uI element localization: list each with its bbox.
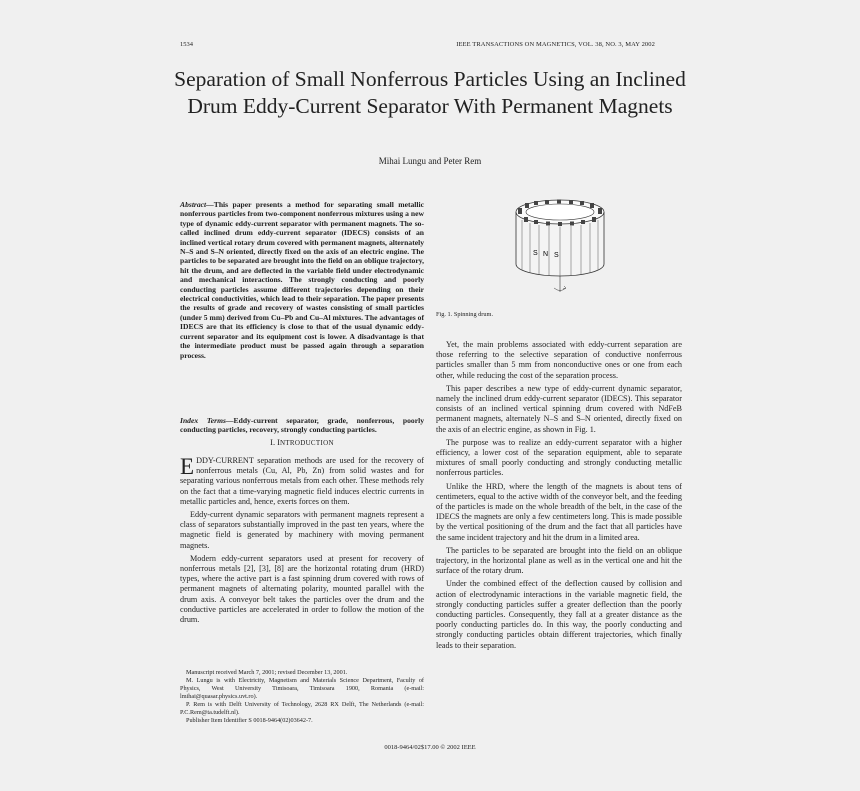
footnote-received: Manuscript received March 7, 2001; revised December 13, 2001. [186, 669, 348, 676]
authors: Mihai Lungu and Peter Rem [378, 156, 482, 166]
section-title-rest: NTRODUCTION [279, 439, 334, 447]
intro-paragraph-1 [180, 456, 424, 507]
abstract-lead: Abstract— [180, 200, 214, 209]
intro-p1-text: DDY-CURRENT separation methods are used for the recovery of nonferrous metals (Cu, Al, Pb, Zn) from solid wastes and for separating various nonferrous metals from each other. These methods rely on the fact that a time-varying magnetic field induces electric currents in metallic particles and, hence, exerts forces on them. [180, 456, 424, 506]
right-paragraph-3: The purpose was to realize an eddy-current separator with a higher efficiency, a lower cost of the separation equipment, able to separate mixtures of small poorly conducting and strongly conducting metallic nonferrous particles. [436, 437, 682, 478]
right-column-text [436, 340, 682, 651]
pole-label-s2: S [554, 252, 559, 259]
section-first-letter: I [277, 438, 280, 447]
spinning-drum-figure [510, 196, 610, 296]
footnotes [180, 669, 424, 725]
figure-caption: Fig. 1. Spinning drum. [436, 311, 494, 318]
abstract-text: This paper presents a method for separating small metallic nonferrous particles from two-component nonferrous mixtures using a new type of dynamic eddy-current separator with permanent magnets. The so-called inclined drum eddy-current separator (IDECS) consists of an inclined vertical rotary drum covered with permanent magnets, alternately N–S and S–N oriented, directly fixed on the axis of an electric engine. The particles to be separated are brought into the field on an oblique trajectory, hit the drum, and are deflected in the variable field under electrodynamic and mechanical interactions. The strongly conducting and poorly conducting particles assume different trajectories depending on their electrical conductivities, which lead to their separation. The paper presents the results of grade and recovery of wastes consisting of small particles (under 5 mm) derived from Cu–Pb and Cu–Al mixtures. The advantages of IDECS are that its efficiency is close to that of the usual dynamic eddy-current separator and its equipment cost is lower. A disadvantage is that the intermediate product must be passed again through a separation process. [180, 200, 424, 360]
journal-header: IEEE TRANSACTIONS ON MAGNETICS, VOL. 38, NO. 3, MAY 2002 [456, 41, 655, 48]
introduction-text [180, 456, 424, 625]
right-paragraph-1: Yet, the main problems associated with eddy-current separation are those referring to the selective separation of conductive nonferrous particles smaller than 5 mm from nonconductive ones or one from each other, while reducing the cost of the separation process. [436, 340, 682, 380]
right-paragraph-4: Unlike the HRD, where the length of the magnets is about tens of centimeters, equal to the active width of the conveyor belt, and the feeding of the particles is made on the whole breadth of the belt, in the case of the IDECS the magnets are only a few centimeters long. This is made possible by the vertical positioning of the drum and the fact that all particles have the same incident trajectory and hit the drum in a limited area. [436, 481, 682, 542]
right-paragraph-5: The particles to be separated are brought into the field on an oblique trajectory, in the horizontal plane as well as in the vertical one and hit the surface of the rotary drum. [436, 545, 682, 576]
footnote-publisher-id: Publisher Item Identifier S 0018-9464(02)03642-7. [186, 717, 313, 724]
paper-title: Separation of Small Nonferrous Particles Using an Inclined Drum Eddy-Current Separator With Permanent Magnets [174, 67, 686, 118]
index-terms-text: Eddy-current separator, grade, nonferrous, poorly conducting particles, recovery, strongly conducting particles. [180, 416, 424, 435]
footnote-rem: P. Rem is with Delft University of Technology, 2628 RX Delft, The Netherlands (e-mail: P.C.Rem@ta.tudelft.nl). [180, 701, 424, 716]
pole-label-s1: S [533, 250, 538, 257]
index-terms-lead: Index Terms— [180, 416, 234, 425]
section-heading [180, 438, 424, 447]
copyright-footer: 0018-9464/02$17.00 © 2002 IEEE [384, 744, 476, 751]
right-paragraph-6: Under the combined effect of the deflection caused by collision and action of electrodynamic interactions in the variable magnetic field, the strongly conducting particles suffer a greater deflection than the poorly conducting particles. Consequently, they fall at a greater distance as the poorly conducting particles do. In this way, the poorly conducting and strongly conducting particles obtain different trajectories, which finally leads to their separation. [436, 579, 682, 650]
section-number: I. [270, 438, 276, 447]
page-number: 1534 [180, 41, 193, 48]
pole-label-n: N [543, 251, 549, 258]
drop-cap: E [180, 454, 195, 479]
right-paragraph-2: This paper describes a new type of eddy-current dynamic separator, namely the inclined drum eddy-current separator (IDECS). This separator consists of an inclined vertical spinning drum covered with NdFeB permanent magnets, alternately N–S and S–N oriented, directly fixed on the axis of an electric engine, as shown in Fig. 1. [436, 383, 682, 434]
intro-paragraph-2: Eddy-current dynamic separators with permanent magnets represent a class of separators substantially improved in the past ten years, where the magnetic field is generated by machinery with moving permanent magnets. [180, 510, 424, 550]
abstract [180, 200, 424, 360]
intro-paragraph-3: Modern eddy-current separators used at present for recovery of nonferrous metals [2], [3], [8] are the horizontal rotating drum (HRD) types, where the active part is a fast spinning drum covered with rows of permanent magnets of alternating polarity, mounted parallel with the drum axis. A conveyor belt takes the particles over the drum and the conductive particles are accelerated in order to follow the motion of the drum. [180, 553, 424, 625]
index-terms [180, 416, 424, 435]
footnote-lungu: M. Lungu is with Electricity, Magnetism and Materials Science Department, Faculty of Physics, West University Timisoara, Timisoara 1900, Romania (e-mail: lmihai@quasar.physics.uvt.ro). [180, 677, 424, 700]
